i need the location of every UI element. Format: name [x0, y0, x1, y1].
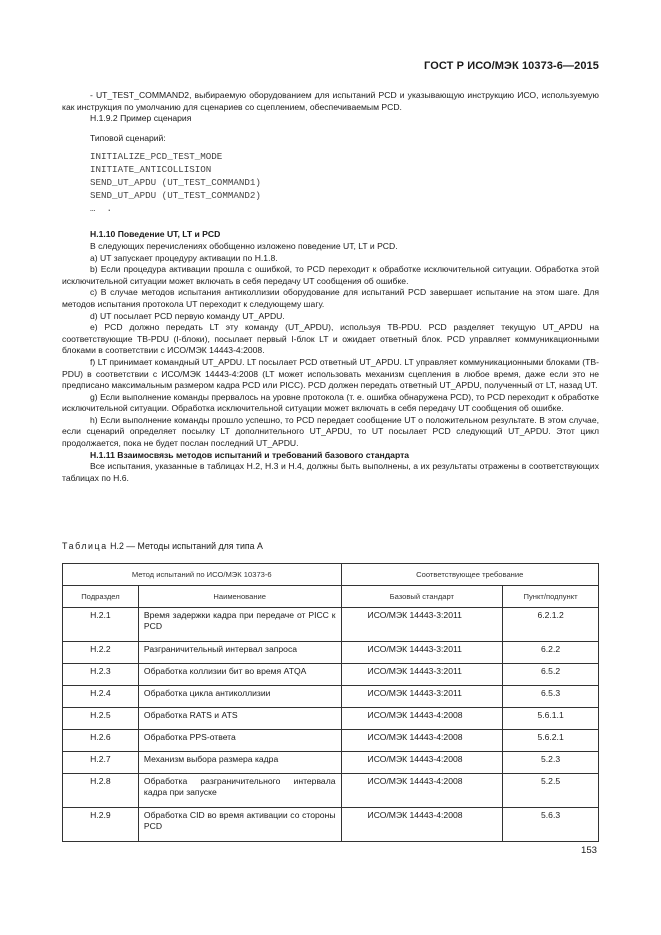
- cell-clause: 6.5.3: [503, 686, 599, 708]
- table-row: [63, 708, 599, 730]
- cell-base-standard: ИСО/МЭК 14443-4:2008: [341, 808, 503, 842]
- cell-name: Обработка цикла антиколлизии: [138, 686, 341, 708]
- paragraph: В следующих перечислениях обобщенно изложено поведение UT, LT и PCD.: [90, 240, 398, 251]
- table-group-header-row: [63, 564, 599, 586]
- cell-base-standard: ИСО/МЭК 14443-4:2008: [341, 730, 503, 752]
- paragraph: - UT_TEST_COMMAND2, выбираемую оборудованием для испытаний PCD и указывающую инструкцию ИСО, используемую как инструкция по умолчанию для сценариев со сцеплением, обеспечиваемым PCD.: [62, 90, 599, 112]
- table-row: [63, 808, 599, 842]
- cell-clause: 5.2.3: [503, 752, 599, 774]
- cell-clause: 5.6.3: [503, 808, 599, 842]
- cell-base-standard: ИСО/МЭК 14443-4:2008: [341, 752, 503, 774]
- table-row: [63, 664, 599, 686]
- cell-base-standard: ИСО/МЭК 14443-3:2011: [341, 686, 503, 708]
- cell-clause: 5.6.1.1: [503, 708, 599, 730]
- table-row: [63, 774, 599, 808]
- cell-name: Обработка RATS и ATS: [138, 708, 341, 730]
- cell-name: Обработка PPS-ответа: [138, 730, 341, 752]
- table-row: [63, 686, 599, 708]
- cell-name: Разграничительный интервал запроса: [138, 642, 341, 664]
- paragraph: Все испытания, указанные в таблицах H.2, H.3 и H.4, должны быть выполнены, а их результаты отражены в соответствующих таблицах по H.6.: [62, 461, 599, 483]
- cell-name: Обработка коллизии бит во время ATQA: [138, 664, 341, 686]
- cell-base-standard: ИСО/МЭК 14443-4:2008: [341, 774, 503, 808]
- list-item: d) UT посылает PCD первую команду UT_APDU.: [90, 310, 285, 321]
- code-line: SEND_UT_APDU (UT_TEST_COMMAND1): [90, 177, 261, 189]
- col-header-base-standard: Базовый стандарт: [341, 586, 503, 608]
- table-row: [63, 642, 599, 664]
- table-column-header-row: [63, 586, 599, 608]
- cell-clause: 5.6.2.1: [503, 730, 599, 752]
- group-header-requirement: Соответствующее требование: [341, 564, 598, 586]
- cell-clause: 6.2.2: [503, 642, 599, 664]
- cell-name: Обработка CID во время активации со стороны PCD: [138, 808, 341, 842]
- cell-subsection: H.2.3: [63, 664, 139, 686]
- table-row: [63, 752, 599, 774]
- cell-base-standard: ИСО/МЭК 14443-4:2008: [341, 708, 503, 730]
- table-caption: [62, 541, 263, 551]
- code-block: [62, 150, 599, 215]
- cell-clause: 6.2.1.2: [503, 608, 599, 642]
- cell-subsection: H.2.2: [63, 642, 139, 664]
- code-line: … .: [90, 203, 113, 215]
- cell-subsection: H.2.9: [63, 808, 139, 842]
- code-line: INITIATE_ANTICOLLISION: [90, 164, 212, 176]
- group-header-test-method: Метод испытаний по ИСО/МЭК 10373-6: [63, 564, 342, 586]
- table-row: [63, 608, 599, 642]
- page-number: 153: [581, 845, 598, 856]
- cell-subsection: H.2.4: [63, 686, 139, 708]
- code-line: INITIALIZE_PCD_TEST_MODE: [90, 151, 223, 163]
- document-code-header: ГОСТ Р ИСО/МЭК 10373-6—2015: [424, 60, 599, 72]
- col-header-name: Наименование: [138, 586, 341, 608]
- cell-subsection: H.2.6: [63, 730, 139, 752]
- document-body: [62, 90, 599, 484]
- cell-base-standard: ИСО/МЭК 14443-3:2011: [341, 642, 503, 664]
- table-caption-prefix: Таблица: [62, 541, 108, 551]
- cell-base-standard: ИСО/МЭК 14443-3:2011: [341, 664, 503, 686]
- paragraph: Типовой сценарий:: [90, 132, 166, 143]
- cell-clause: 6.5.2: [503, 664, 599, 686]
- table-row: [63, 730, 599, 752]
- cell-name: Механизм выбора размера кадра: [138, 752, 341, 774]
- cell-subsection: H.2.7: [63, 752, 139, 774]
- list-item: f) LT принимает командный UT_APDU. LT посылает PCD ответный UT_APDU. LT управляет коммуникационными блоками (TB-PDU) в соответствии с ИСО/МЭК 14443-4:2008 (LT может использовать механизм сцепления в любое время, даже если это не предписано максимальным размером кадра PCD или PICC). PCD должен передать ответный UT_APDU, полученный от LT, назад UT.: [62, 356, 599, 391]
- table-caption-text: H.2 — Методы испытаний для типа А: [110, 541, 263, 551]
- list-item: a) UT запускает процедуру активации по H.1.8.: [90, 252, 278, 263]
- cell-name: Обработка разграничительного интервала кадра при запуске: [138, 774, 341, 808]
- cell-clause: 5.2.5: [503, 774, 599, 808]
- list-item: b) Если процедура активации прошла с ошибкой, то PCD переходит к обработке исключительной ситуации. Обработка этой исключительной ситуации может включать в себя передачу UT сообщения об ошибке.: [62, 264, 599, 286]
- test-methods-table: [62, 563, 599, 842]
- list-item: c) В случае методов испытания антиколлизии оборудование для испытаний PCD завершает испытание на этом шаге. Для методов испытания протокола UT переходит к следующему шагу.: [62, 287, 599, 309]
- section-heading-h111: H.1.11 Взаимосвязь методов испытаний и требований базового стандарта: [90, 449, 410, 460]
- cell-subsection: H.2.5: [63, 708, 139, 730]
- col-header-subsection: Подраздел: [63, 586, 139, 608]
- cell-base-standard: ИСО/МЭК 14443-3:2011: [341, 608, 503, 642]
- subsection-heading: H.1.9.2 Пример сценария: [90, 113, 192, 124]
- cell-subsection: H.2.1: [63, 608, 139, 642]
- cell-subsection: H.2.8: [63, 774, 139, 808]
- cell-name: Время задержки кадра при передаче от PICC к PCD: [138, 608, 341, 642]
- section-heading-h110: H.1.10 Поведение UT, LT и PCD: [90, 229, 221, 240]
- col-header-clause: Пункт/подпункт: [503, 586, 599, 608]
- code-line: SEND_UT_APDU (UT_TEST_COMMAND2): [90, 190, 261, 202]
- list-item: e) PCD должно передать LT эту команду (UT_APDU), используя TB-PDU. PCD разделяет текущую UT_APDU на соответствующие TB-PDU (I-блоки), посылает первый I-блок LT и ожидает ответный блок. PCD управляет коммуникационными блоками в соответствии с ИСО/МЭК 14443-4:2008.: [62, 322, 599, 356]
- list-item: h) Если выполнение команды прошло успешно, то PCD передает сообщение UT о положительном результате. В этом случае, если сценарий определяет посылку LT дополнительного UT_APDU, то UT посылает PCD следующий UT_APDU. Этот цикл продолжается, пока не будет послан последний UT_APDU.: [62, 414, 599, 449]
- list-item: g) Если выполнение команды прервалось на уровне протокола (т. е. ошибка обнаружена PCD), то PCD переходит к обработке исключительной ситуации. Обработка исключительной ситуации может включать в себя передачу UT сообщения об ошибке.: [62, 391, 599, 414]
